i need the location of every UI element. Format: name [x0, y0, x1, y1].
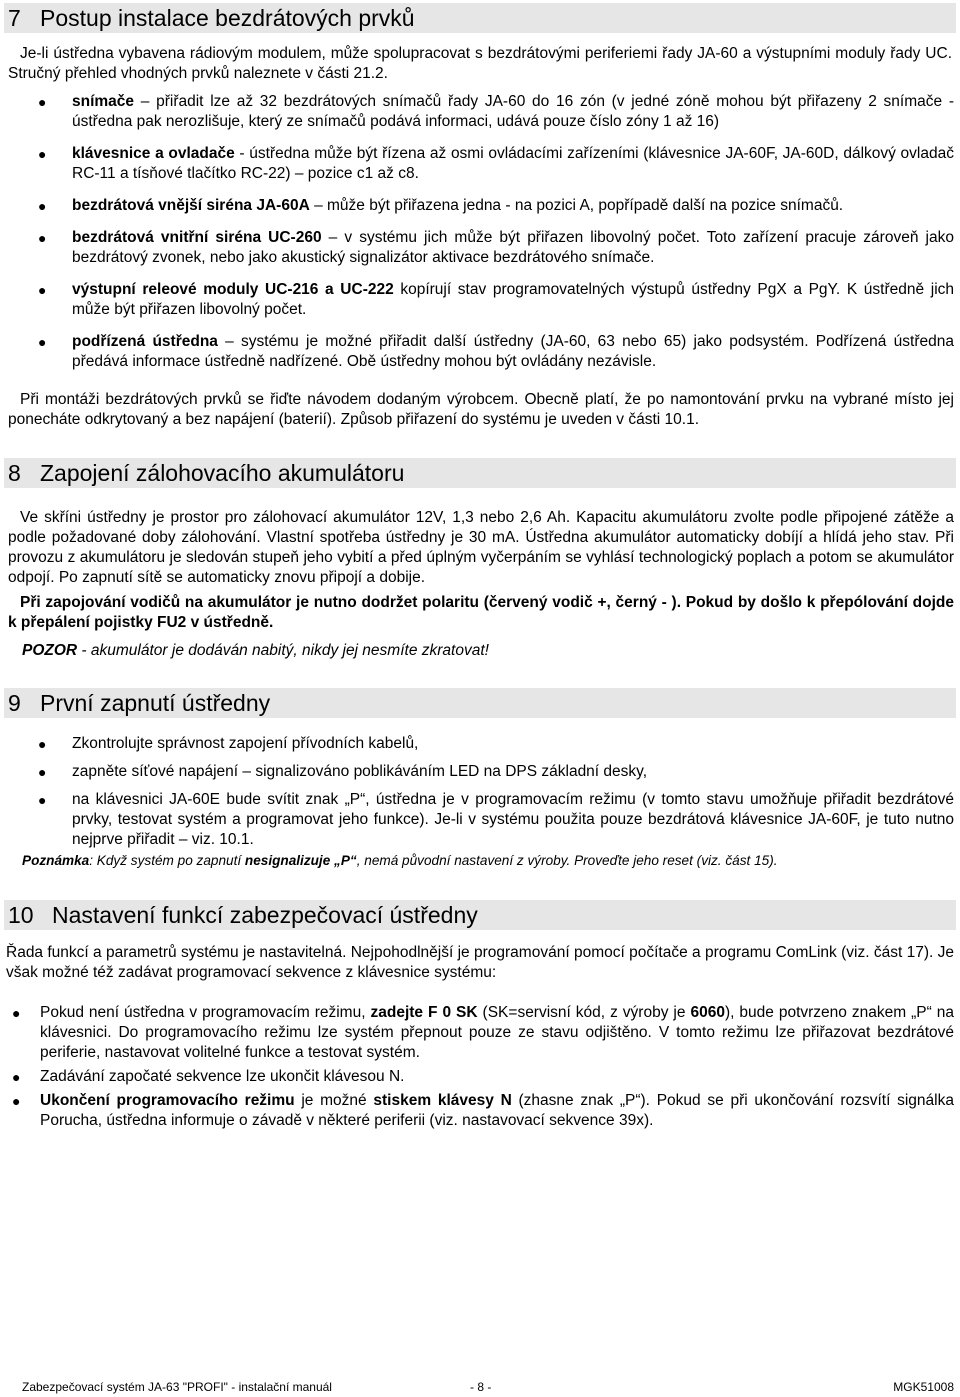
bullet-icon: ● [38, 282, 47, 298]
bullet-icon: ● [38, 334, 47, 350]
section-10-intro: Řada funkcí a parametrů systému je nastavitelná. Nejpohodlnější je programování pomocí počítače a programu ComLink (viz. část 17). Je však možné též zadávat programovací sekvence z klávesnice systému: [6, 944, 954, 981]
footer-title: Zabezpečovací systém JA-63 "PROFI" - instalační manuál [22, 1380, 332, 1394]
section-title: První zapnutí ústředny [40, 690, 271, 716]
item-text: - ústředna může být řízena až osmi ovládacími zařízeními (klávesnice JA-60F, JA-60D, dálkový ovladač RC-11 a tísňové tlačítko RC-22) – pozice c1 až c8. [72, 145, 954, 182]
bullet-icon: ● [38, 736, 47, 752]
list-item [38, 762, 954, 782]
section-7-list [38, 92, 955, 372]
footer-code: MGK51008 [893, 1380, 954, 1394]
bullet-icon: ● [38, 94, 47, 110]
item-bold: 6060 [690, 1004, 725, 1021]
section-7-heading [4, 3, 956, 33]
section-number: 8 [8, 460, 21, 486]
list-item [38, 92, 954, 132]
note-label: Poznámka [22, 853, 90, 868]
item-bold: stiskem klávesy N [373, 1092, 512, 1109]
list-item [38, 734, 954, 754]
bullet-icon: ● [38, 198, 47, 214]
section-8-paragraph: Ve skříni ústředny je prostor pro zálohovací akumulátor 12V, 1,3 nebo 2,6 Ah. Kapacitu akumulátoru zvolte podle připojené zátěže a podle požadované doby zálohování. Vlastní spotřeba ústředny je 30 mA. Ústředna akumulátor automaticky dobíjí a hlídá jeho stav. Při provozu z akumulátoru je sledován stupeň jeho vybití a před úplným vyčerpáním se vyhlásí technologický poplach a potom se akumulátor odpojí. Po zapnutí sítě se automaticky znovu připojí a dobije. [8, 509, 954, 586]
section-9-heading [4, 688, 956, 718]
bullet-icon: ● [38, 792, 47, 808]
bullet-icon: ● [38, 146, 47, 162]
pozor-label: POZOR [22, 642, 78, 659]
item-text: ), bude potvrzeno znakem „P“ na klávesnici. Do programovacího režimu lze systém přepnout pouze ze stavu odjištěno. V tomto režimu lze přiřazovat bezdrátové periferie, nastavovat volitelné funkce a testovat systém. [40, 1004, 954, 1061]
note-text: , nemá původní nastavení z výroby. Proveďte jeho reset (viz. část 15). [356, 853, 778, 868]
item-bold: bezdrátová vnitřní siréna UC-260 [72, 229, 322, 246]
item-text: Zkontrolujte správnost zapojení přívodních kabelů, [72, 735, 419, 752]
item-text: – v systému jich může být přiřazen libovolný počet. Toto zařízení pracuje zároveň jako bezdrátový zvonek, nebo jako akustický signalizátor aktivace bezdrátového snímače. [72, 229, 954, 266]
list-item [38, 228, 954, 268]
section-number: 9 [8, 690, 21, 716]
section-8-heading [4, 458, 956, 488]
item-text: kopírují stav programovatelných výstupů ústředny PgX a PgY. K ústředně jich může být přiřazen libovolný počet. [72, 281, 955, 318]
list-item [38, 332, 954, 372]
list-item [12, 1091, 954, 1131]
item-bold: Ukončení programovacího režimu [40, 1092, 295, 1109]
item-bold: výstupní releové moduly UC-216 a UC-222 [72, 281, 394, 298]
list-item [38, 196, 954, 216]
item-text: Pokud není ústředna v programovacím režimu, [40, 1004, 371, 1021]
bullet-icon: ● [12, 1069, 21, 1085]
bullet-icon: ● [12, 1093, 21, 1109]
section-8-pozor [22, 641, 952, 661]
section-number: 10 [8, 902, 34, 928]
section-number: 7 [8, 5, 21, 31]
note-emphasis: nesignalizuje „P“ [244, 853, 357, 868]
item-bold: klávesnice a ovladače [72, 145, 235, 162]
bullet-icon: ● [38, 230, 47, 246]
item-text: – může být přiřazena jedna - na pozici A, popřípadě další na pozice snímačů. [309, 197, 844, 214]
bullet-icon: ● [38, 764, 47, 780]
item-bold: podřízená ústředna [72, 333, 218, 350]
list-item [12, 1003, 954, 1063]
pozor-text: - akumulátor je dodáván nabitý, nikdy jej nesmíte zkratovat! [77, 642, 489, 659]
item-bold: snímače [72, 93, 135, 110]
list-item [38, 790, 954, 850]
section-title: Zapojení zálohovacího akumulátoru [40, 460, 405, 486]
item-text: je možné [294, 1092, 374, 1109]
section-9-note [22, 852, 956, 870]
item-text: na klávesnici JA-60E bude svítit znak „P“, ústředna je v programovacím režimu (v tomto stavu umožňuje přiřadit bezdrátové prvky, testovat systém a programovat jeho funkce). Je-li v systému použita pouze bezdrátová klávesnice JA-60F, je tuto nutno nejprve přiřadit – viz. 10.1. [72, 791, 954, 848]
section-title: Nastavení funkcí zabezpečovací ústředny [52, 902, 478, 928]
list-item [12, 1067, 954, 1087]
item-bold: bezdrátová vnější siréna JA-60A [72, 197, 310, 214]
section-title: Postup instalace bezdrátových prvků [40, 5, 415, 31]
item-text: – systému je možné přiřadit další ústředny (JA-60, 63 nebo 65) jako podsystém. Podřízená ústředna předává informace ústředně nadřízené. Obě ústředny mohou být ovládány nezávisle. [72, 333, 954, 370]
list-item [38, 144, 954, 184]
note-text: : Když systém po zapnutí [89, 853, 245, 868]
list-item [38, 280, 955, 320]
footer-page-number: - 8 - [470, 1380, 492, 1394]
section-7-intro: Je-li ústředna vybavena rádiovým modulem, může spolupracovat s bezdrátovými periferiemi řady JA-60 a výstupními moduly řady UC. Stručný přehled vhodných prvků naleznete v části 21.2. [8, 45, 952, 82]
section-10-list [12, 1003, 954, 1131]
item-text: – přiřadit lze až 32 bezdrátových snímačů řady JA-60 do 16 zón (v jedné zóně mohou být přiřazeny 2 snímače - ústředna pak nerozlišuje, který ze snímačů podává informaci, udává pouze číslo zóny 1 až 16) [72, 93, 954, 130]
section-7-outro: Při montáži bezdrátových prvků se řiďte návodem dodaným výrobcem. Obecně platí, že po namontování prvku na vybrané místo jej ponecháte odkrytovaný a bez napájení (baterií). Způsob přiřazení do systému je uveden v části 10.1. [8, 391, 954, 428]
item-text: (zhasne znak „P“). Pokud se při ukončování rozsvítí signálka Porucha, ústředna informuje o závadě v některé periferii (viz. nastavovací sekvence 39x). [40, 1092, 954, 1129]
item-bold: zadejte F 0 SK [370, 1004, 478, 1021]
section-9-list [38, 734, 954, 850]
section-10-heading [4, 900, 956, 930]
item-text: Zadávání započaté sekvence lze ukončit klávesou N. [40, 1068, 405, 1085]
item-text: (SK=servisní kód, z výroby je [477, 1004, 691, 1021]
item-text: zapněte síťové napájení – signalizováno poblikáváním LED na DPS základní desky, [72, 763, 648, 780]
section-8-warning: Při zapojování vodičů na akumulátor je nutno dodržet polaritu (červený vodič +, černý - ). Pokud by došlo k přepólování dojde k přepálení pojistky FU2 v ústředně. [8, 594, 954, 631]
bullet-icon: ● [12, 1005, 21, 1021]
